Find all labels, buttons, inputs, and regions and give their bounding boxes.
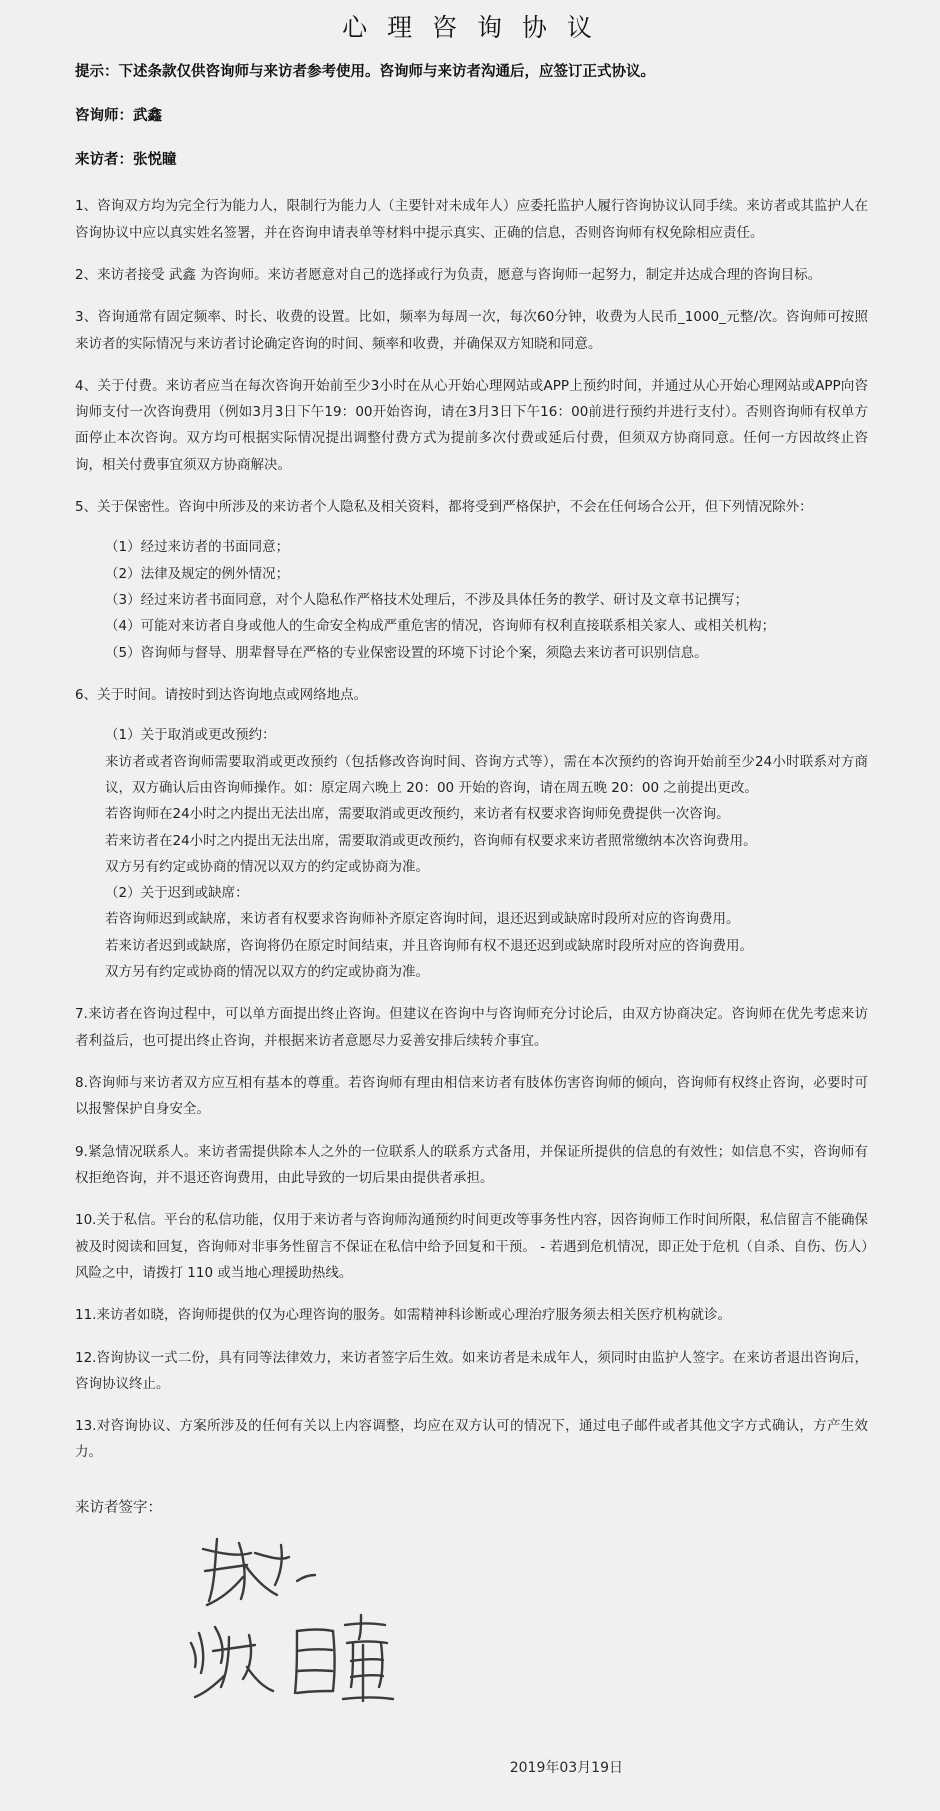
client-field: 来访者：张悦瞳 (75, 151, 177, 168)
counselor-field: 咨询师：武鑫 (75, 107, 162, 124)
page-title: 心 理 咨 询 协 议 (342, 13, 598, 42)
time-sub1-title: （1）关于取消或更改预约： (105, 727, 276, 744)
signature-date: 2019年03月19日 (509, 1759, 623, 1776)
confidentiality-list (75, 534, 868, 666)
notice-text: 提示：下述条款仅供咨询师与来访者参考使用。咨询师与来访者沟通后，应签订正式协议。 (75, 64, 655, 80)
clause-3: 3、咨询通常有固定频率、时长、收费的设置。比如，频率为每周一次，每次60分钟，收费为人民币_1000_元整/次。咨询师可按照来访者的实际情况与来访者讨论确定咨询的时间、频率和收费，并确保双方知晓和同意。 (75, 309, 868, 352)
confidentiality-item: （1）经过来访者的书面同意； (105, 539, 290, 556)
clause-8: 8.咨询师与来访者双方应互相有基本的尊重。若咨询师有理由相信来访者有肢体伤害咨询师的倾向，咨询师有权终止咨询，必要时可以报警保护自身安全。 (75, 1075, 868, 1118)
handwritten-signature (185, 1527, 445, 1717)
clause-4: 4、关于付费。来访者应当在每次咨询开始前至少3小时在从心开始心理网站或APP上预约时间，并通过从心开始心理网站或APP向咨询师支付一次咨询费用（例如3月3日下午19：00开始咨询，请在3月3日下午16：00前进行预约并进行支付）。否则咨询师有权单方面停止本次咨询。双方均可根据实际情况提出调整付费方式为提前多次付费或延后付费，但须双方协商同意。任何一方因故终止咨询，相关付费事宜须双方协商解决。 (75, 377, 868, 473)
clause-5: 5、关于保密性。咨询中所涉及的来访者个人隐私及相关资料，都将受到严格保护，不会在任何场合公开，但下列情况除外： (75, 499, 813, 516)
time-sub1-item: 来访者或者咨询师需要取消或更改预约（包括修改咨询时间、咨询方式等），需在本次预约的咨询开始前至少24小时联系对方商议，双方确认后由咨询师操作。如：原定周六晚上 20：00 开始的咨询，请在周五晚 20：00 之前提出更改。 (105, 753, 868, 796)
clause-6: 6、关于时间。请按时到达咨询地点或网络地点。 (75, 686, 368, 703)
time-sub1-item: 若咨询师在24小时之内提出无法出席，需要取消或更改预约，来访者有权要求咨询师免费提供一次咨询。 (105, 806, 730, 823)
time-sub2-item: 若咨询师迟到或缺席，来访者有权要求咨询师补齐原定咨询时间，退还迟到或缺席时段所对应的咨询费用。 (105, 911, 740, 928)
confidentiality-item: （3）经过来访者书面同意，对个人隐私作严格技术处理后，不涉及具体任务的教学、研讨及文章书记撰写； (105, 592, 749, 608)
signature-label: 来访者签字： (75, 1499, 162, 1516)
time-sub2-item: 双方另有约定或协商的情况以双方的约定或协商为准。 (105, 964, 429, 981)
time-sub2-title: （2）关于迟到或缺席： (105, 885, 249, 902)
confidentiality-item: （2）法律及规定的例外情况； (105, 565, 290, 582)
time-sub1-item: 若来访者在24小时之内提出无法出席，需要取消或更改预约，咨询师有权要求来访者照常缴纳本次咨询费用。 (105, 832, 757, 849)
clause-13: 13.对咨询协议、方案所涉及的任何有关以上内容调整，均应在双方认可的情况下，通过电子邮件或者其他文字方式确认，方产生效力。 (75, 1418, 868, 1461)
clause-12: 12.咨询协议一式二份，具有同等法律效力，来访者签字后生效。如来访者是未成年人，须同时由监护人签字。在来访者退出咨询后，咨询协议终止。 (75, 1349, 868, 1392)
time-sub2-item: 若来访者迟到或缺席，咨询将仍在原定时间结束，并且咨询师有权不退还迟到或缺席时段所对应的咨询费用。 (105, 937, 753, 954)
clause-11: 11.来访者如晓，咨询师提供的仅为心理咨询的服务。如需精神科诊断或心理治疗服务须去相关医疗机构就诊。 (75, 1307, 731, 1324)
confidentiality-item: （4）可能对来访者自身或他人的生命安全构成严重危害的情况，咨询师有权利直接联系相关家人、或相关机构； (105, 618, 776, 635)
time-sub1-item: 双方另有约定或协商的情况以双方的约定或协商为准。 (105, 858, 429, 875)
document-body (0, 62, 940, 1777)
signature-area (75, 1527, 868, 1737)
time-subsection-1 (75, 722, 868, 985)
clause-1: 1、咨询双方均为完全行为能力人，限制行为能力人（主要针对未成年人）应委托监护人履行咨询协议认同手续。来访者或其监护人在咨询协议中应以真实姓名签署，并在咨询申请表单等材料中提示真实、正确的信息，否则咨询师有权免除相应责任。 (75, 198, 868, 241)
clause-10: 10.关于私信。平台的私信功能，仅用于来访者与咨询师沟通预约时间更改等事务性内容，因咨询师工作时间所限，私信留言不能确保被及时阅读和回复，咨询师对非事务性留言不保证在私信中给予回复和干预。 - 若遇到危机情况，即正处于危机（自杀、自伤、伤人）风险之中，请拨打 110 或当地心理援助热线。 (75, 1212, 868, 1281)
clause-9: 9.紧急情况联系人。来访者需提供除本人之外的一位联系人的联系方式备用，并保证所提供的信息的有效性；如信息不实，咨询师有权拒绝咨询，并不退还咨询费用，由此导致的一切后果由提供者承担。 (75, 1143, 868, 1186)
confidentiality-item: （5）咨询师与督导、朋辈督导在严格的专业保密设置的环境下讨论个案，须隐去来访者可识别信息。 (105, 644, 708, 661)
clause-7: 7.来访者在咨询过程中，可以单方面提出终止咨询。但建议在咨询中与咨询师充分讨论后，由双方协商决定。咨询师在优先考虑来访者利益后，也可提出终止咨询，并根据来访者意愿尽力妥善安排后续转介事宜。 (75, 1006, 868, 1049)
clause-2: 2、来访者接受 武鑫 为咨询师。来访者愿意对自己的选择或行为负责，愿意与咨询师一起努力，制定并达成合理的咨询目标。 (75, 266, 822, 283)
